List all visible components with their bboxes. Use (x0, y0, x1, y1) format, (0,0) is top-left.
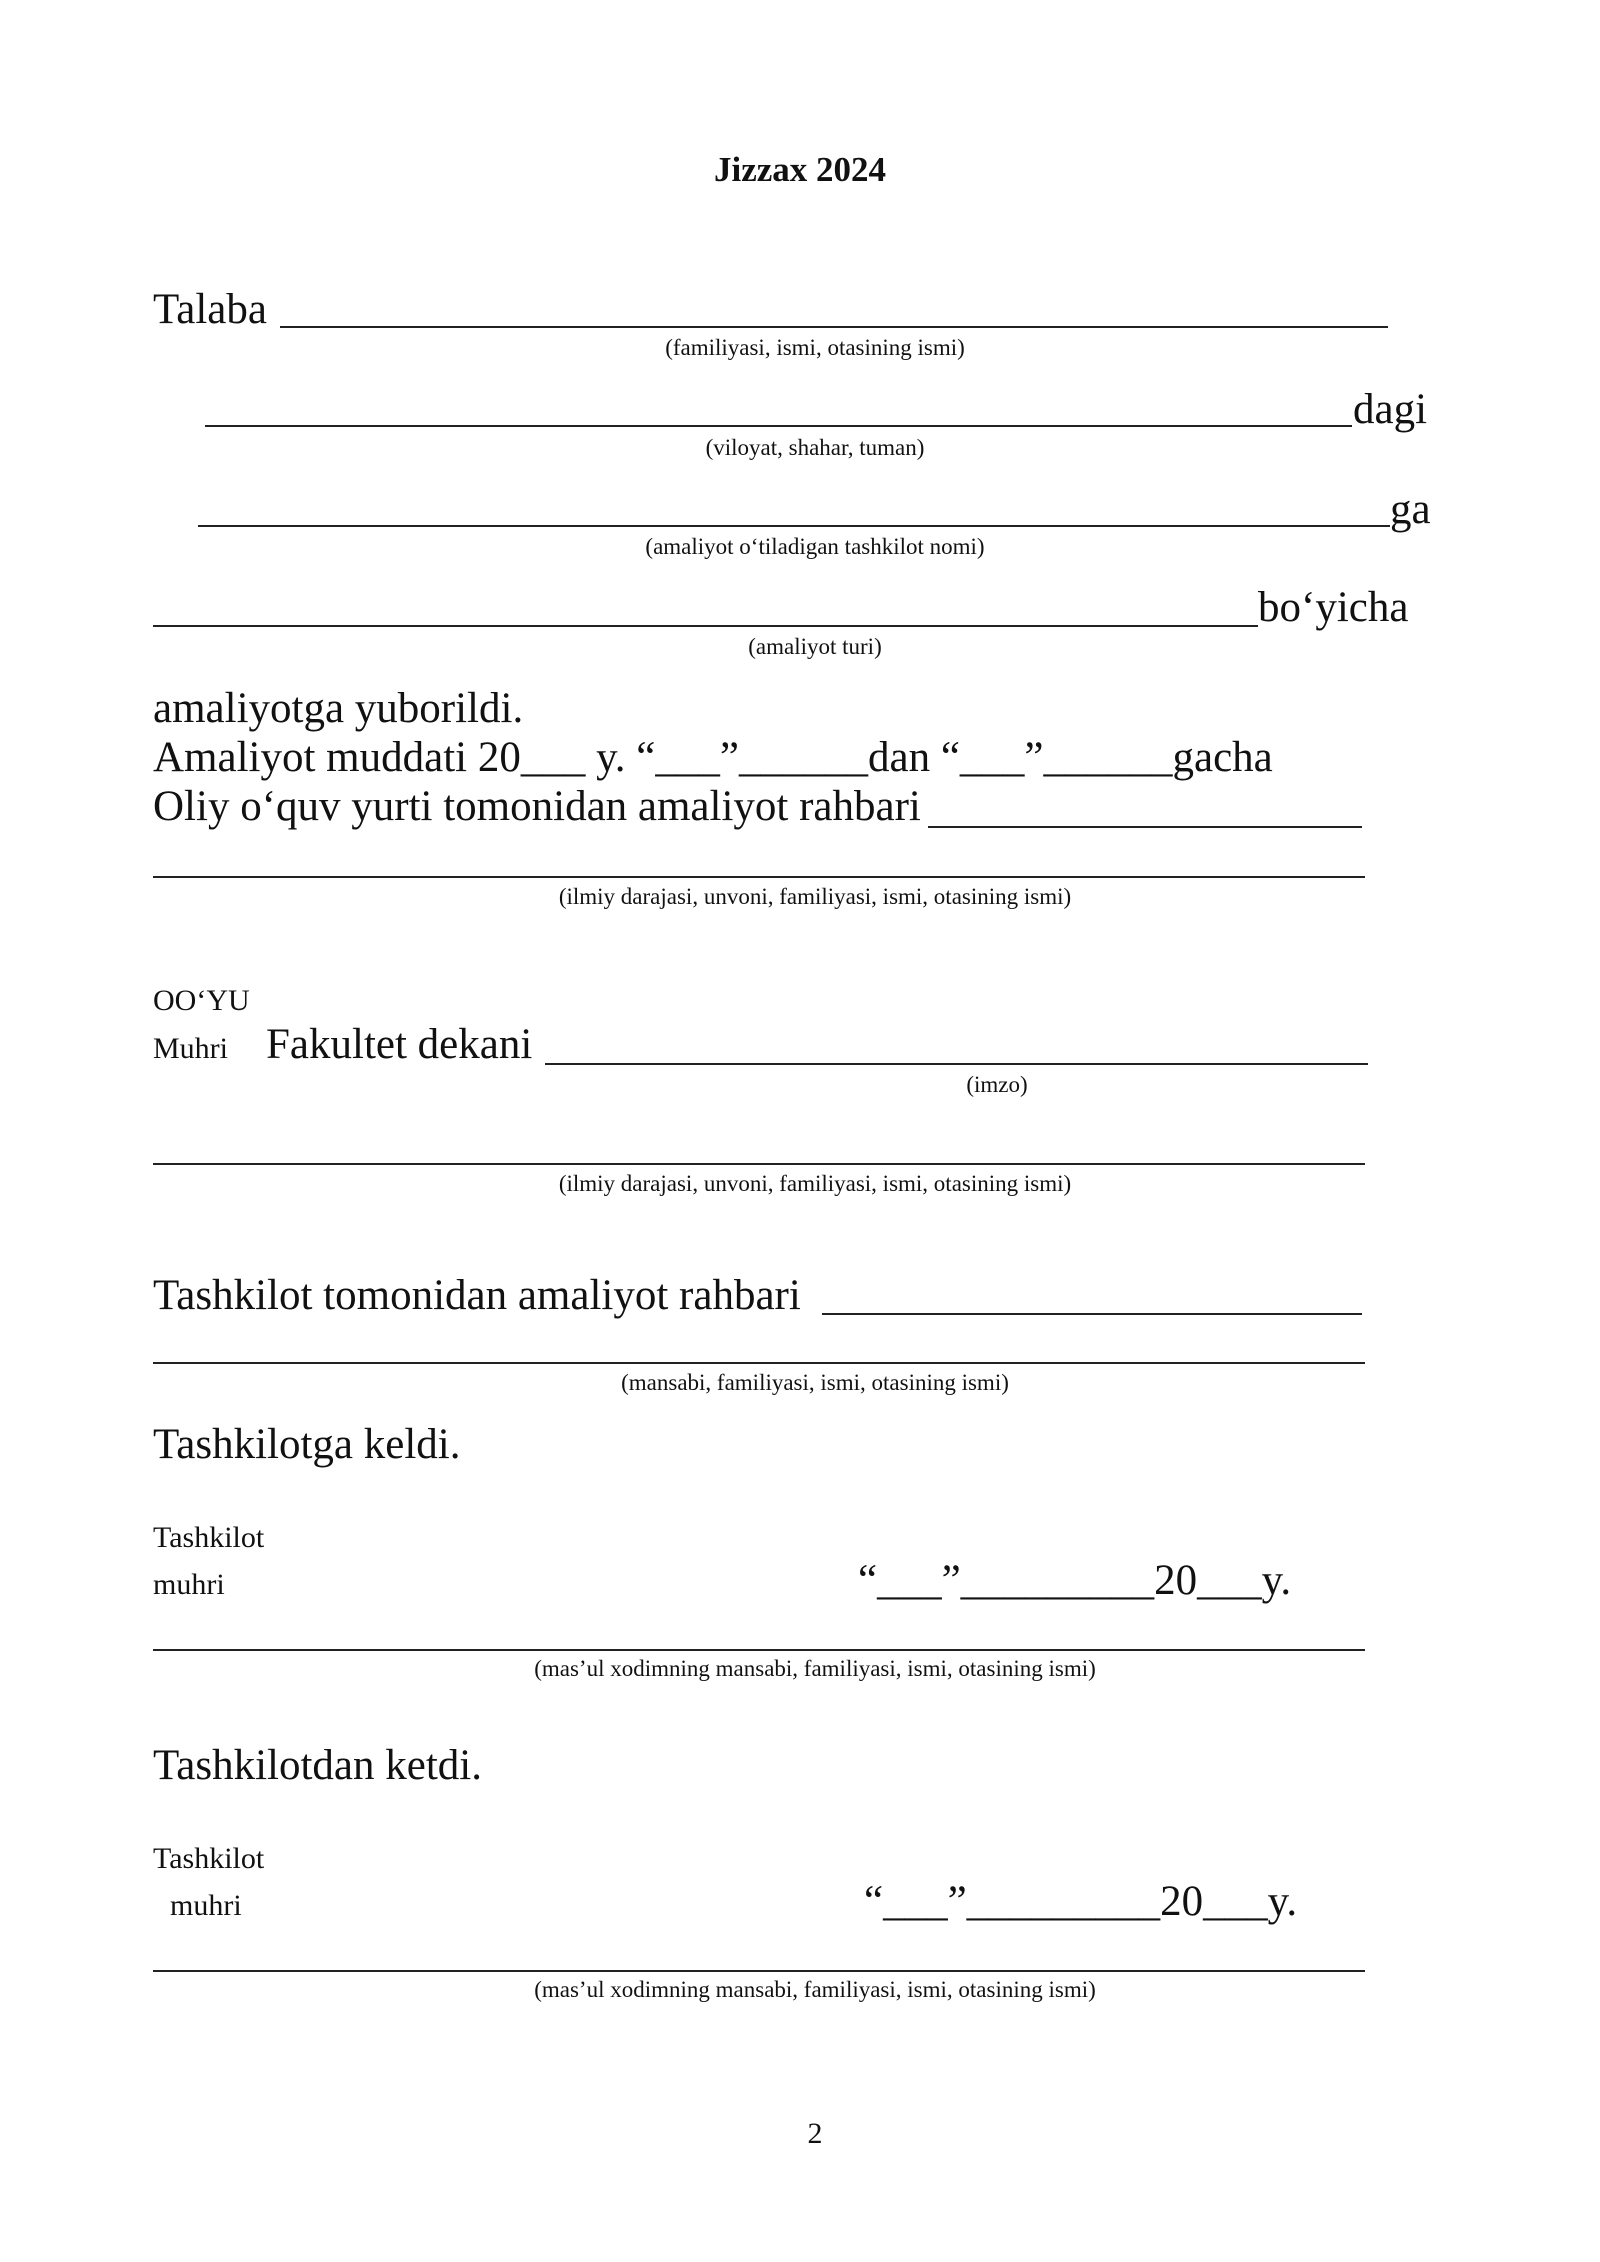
supervisor-name-line[interactable] (153, 876, 1365, 878)
arrived-date[interactable]: “___”_________20___y. (858, 1557, 1292, 1604)
ga-suffix: ga (1390, 486, 1431, 533)
practice-type-caption: (amaliyot turi) (748, 634, 882, 659)
arrived-stamp-bottom: muhri (153, 1568, 225, 1601)
dean-name-line[interactable] (153, 1163, 1365, 1165)
organization-line[interactable] (198, 525, 1390, 527)
departed-name-line[interactable] (153, 1970, 1365, 1972)
period-text: Amaliyot muddati 20___ y. “___”______dan “___”______gacha (153, 734, 1273, 781)
dean-stamp-top: OO‘YU (153, 984, 250, 1017)
dean-signature-line[interactable] (545, 1063, 1368, 1065)
student-name-caption: (familiyasi, ismi, otasining ismi) (665, 335, 965, 360)
arrived-name-line[interactable] (153, 1649, 1365, 1651)
organization-caption: (amaliyot o‘tiladigan tashkilot nomi) (645, 534, 985, 559)
org-supervisor-line[interactable] (822, 1313, 1362, 1315)
org-supervisor-caption: (mansabi, familiyasi, ismi, otasining ismi) (621, 1370, 1009, 1395)
arrived-caption: (mas’ul xodimning mansabi, familiyasi, ismi, otasining ismi) (534, 1656, 1096, 1681)
dean-sign-caption: (imzo) (966, 1072, 1028, 1097)
dean-stamp-bottom: Muhri (153, 1032, 228, 1065)
supervisor-line[interactable] (928, 826, 1362, 828)
supervisor-label: Oliy o‘quv yurti tomonidan amaliyot rahbari (153, 783, 921, 830)
student-label: Talaba (153, 286, 267, 333)
org-supervisor-label: Tashkilot tomonidan amaliyot rahbari (153, 1272, 801, 1319)
arrived-label: Tashkilotga keldi. (153, 1421, 461, 1468)
arrived-stamp-top: Tashkilot (153, 1521, 265, 1554)
supervisor-caption: (ilmiy darajasi, unvoni, familiyasi, ismi, otasining ismi) (558, 884, 1072, 909)
departed-date[interactable]: “___”_________20___y. (864, 1878, 1298, 1925)
dagi-suffix: dagi (1353, 386, 1428, 433)
practice-type-line[interactable] (153, 625, 1258, 627)
page-title: Jizzax 2024 (713, 150, 887, 189)
departed-caption: (mas’ul xodimning mansabi, familiyasi, ismi, otasining ismi) (534, 1977, 1096, 2002)
org-supervisor-name-line[interactable] (153, 1362, 1365, 1364)
departed-stamp-top: Tashkilot (153, 1842, 265, 1875)
dean-label: Fakultet dekani (266, 1021, 533, 1068)
student-name-line[interactable] (280, 326, 1388, 328)
page-number: 2 (807, 2117, 823, 2150)
region-line[interactable] (205, 425, 1352, 427)
boyicha-suffix: bo‘yicha (1258, 584, 1409, 631)
dean-name-caption: (ilmiy darajasi, unvoni, familiyasi, ismi, otasining ismi) (558, 1171, 1072, 1196)
departed-stamp-bottom: muhri (170, 1889, 242, 1922)
sent-text: amaliyotga yuborildi. (153, 685, 524, 732)
departed-label: Tashkilotdan ketdi. (153, 1742, 482, 1789)
region-caption: (viloyat, shahar, tuman) (705, 435, 925, 460)
